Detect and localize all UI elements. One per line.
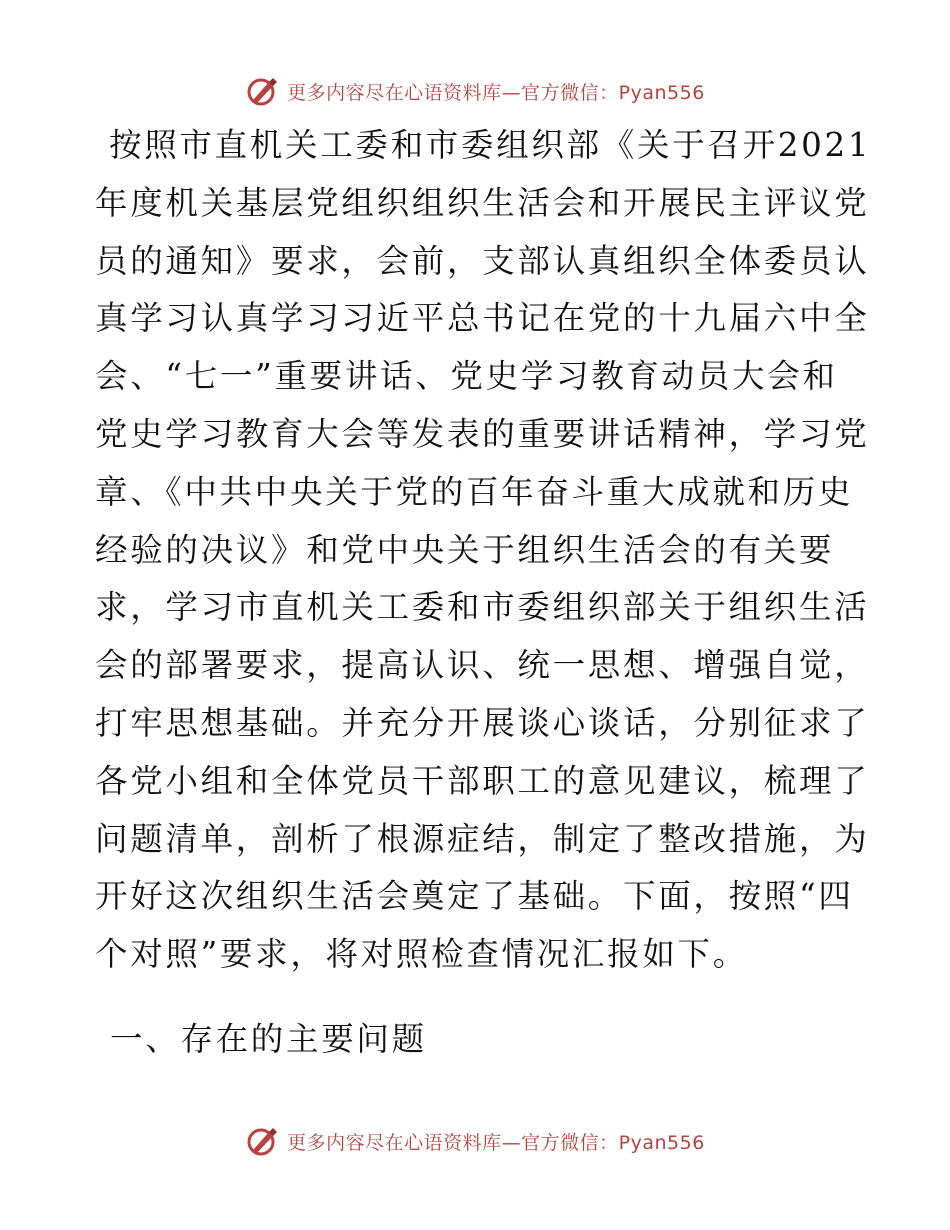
paragraph-line: 经验的决议》和党中央关于组织生活会的有关要 — [95, 530, 835, 569]
watermark-text: 更多内容尽在心语资料库—官方微信：Pyan556 — [287, 81, 705, 104]
paragraph-line: 开好这次组织生活会奠定了基础。下面，按照“四 — [95, 877, 854, 916]
watermark-text: 更多内容尽在心语资料库—官方微信：Pyan556 — [287, 1131, 705, 1154]
paragraph-line: 章、《中共中央关于党的百年奋斗重大成就和历史 — [95, 472, 854, 511]
paragraph-line: 问题清单，剖析了根源症结，制定了整改措施，为 — [95, 819, 870, 858]
paragraph-line: 年度机关基层党组织组织生活会和开展民主评议党 — [95, 183, 870, 222]
pen-logo-icon — [245, 1124, 279, 1158]
paragraph-line: 会、“七一”重要讲话、党史学习教育动员大会和 — [95, 357, 838, 396]
paragraph-line: 员的通知》要求，会前，支部认真组织全体委员认 — [95, 241, 870, 280]
paragraph-line: 各党小组和全体党员干部职工的意见建议，梳理了 — [95, 761, 870, 800]
watermark-footer — [0, 1121, 950, 1161]
body-paragraph — [95, 117, 872, 984]
paragraph-line: 打牢思想基础。并充分开展谈心谈话，分别征求了 — [95, 703, 870, 742]
paragraph-line: 会的部署要求，提高认识、统一思想、增强自觉， — [95, 646, 870, 685]
paragraph-line: 按照市直机关工委和市委组织部《关于召开2021 — [109, 126, 872, 164]
watermark-header — [0, 71, 950, 111]
section-heading: 一、存在的主要问题 — [110, 1020, 427, 1058]
paragraph-line: 真学习认真学习习近平总书记在党的十九届六中全 — [95, 299, 870, 338]
paragraph-line: 求，学习市直机关工委和市委组织部关于组织生活 — [95, 588, 870, 627]
pen-logo-icon — [245, 74, 279, 108]
paragraph-line: 党史学习教育大会等发表的重要讲话精神，学习党 — [95, 414, 870, 453]
paragraph-line: 个对照”要求，将对照检查情况汇报如下。 — [95, 935, 748, 974]
